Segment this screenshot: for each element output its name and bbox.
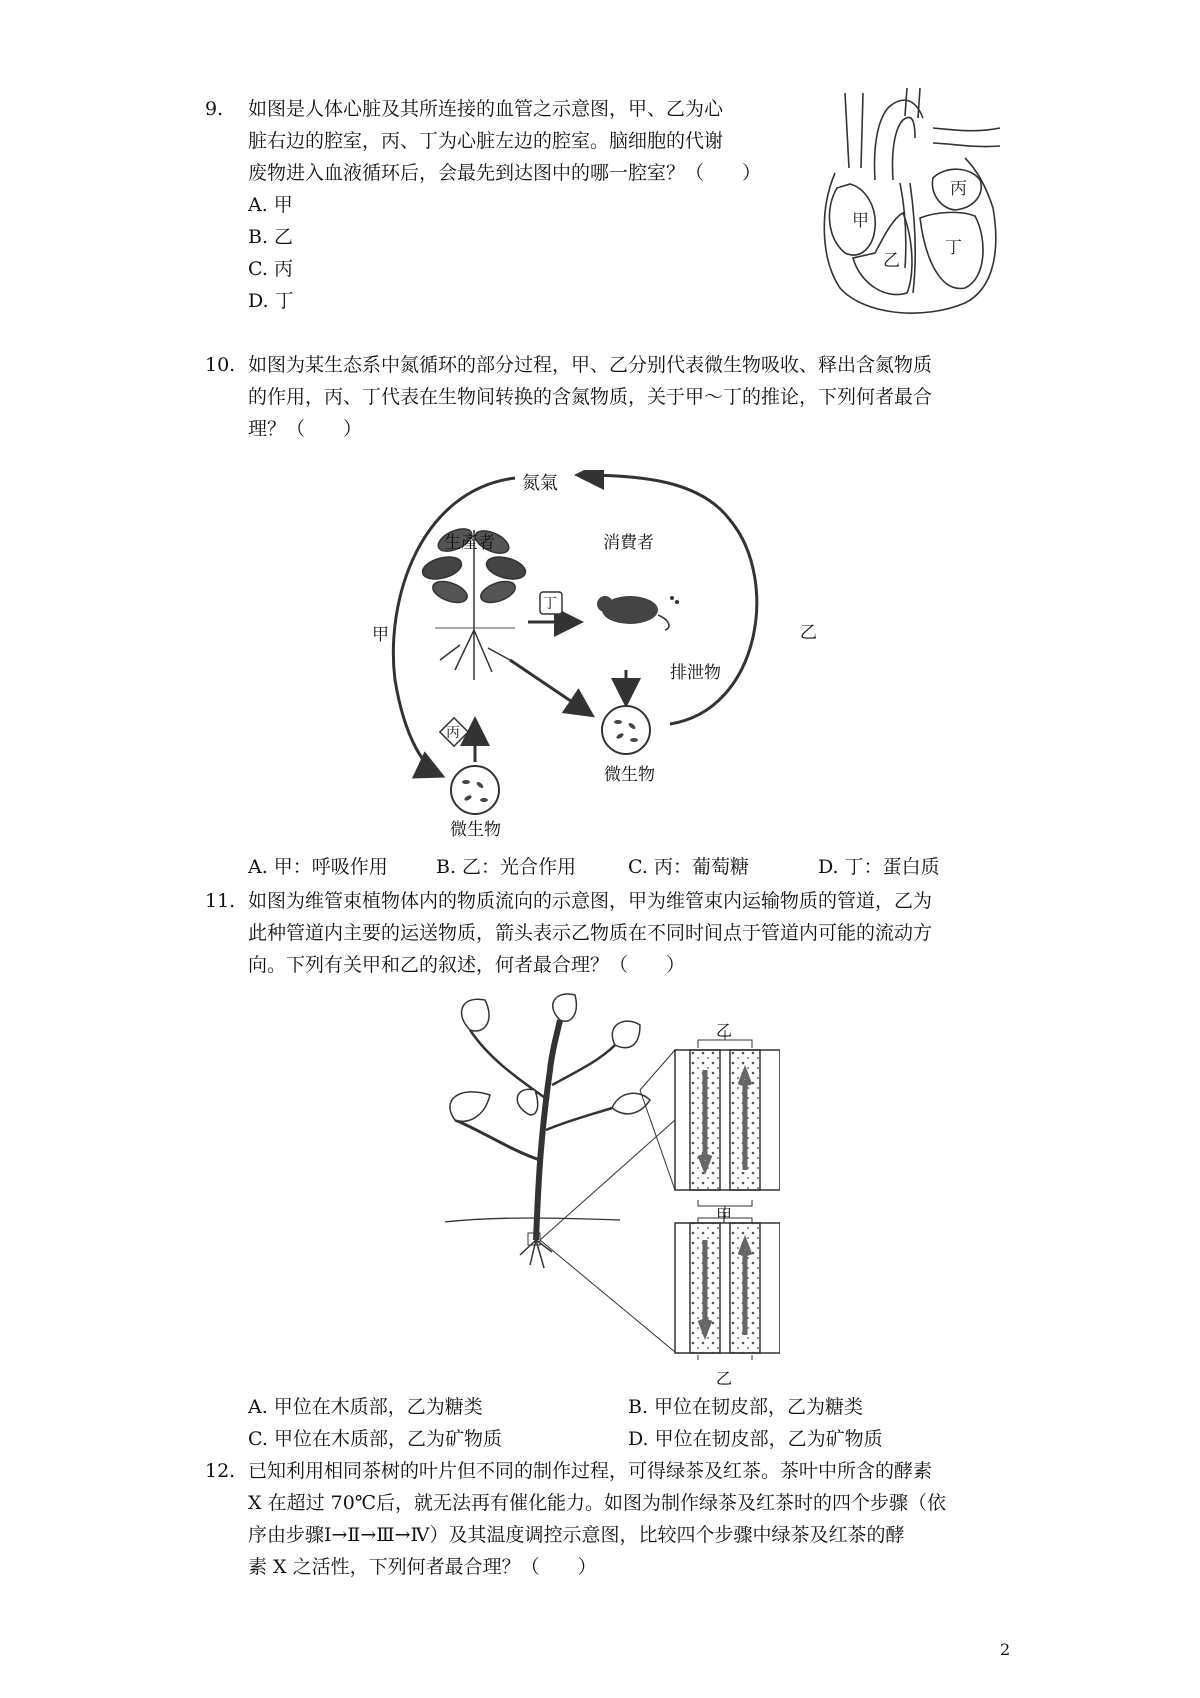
q10-line-1: 如图为某生态系中氮循环的部分过程，甲、乙分别代表微生物吸收、释出含氮物质: [248, 354, 933, 376]
label-nitrogen-gas: 氮氣: [522, 473, 558, 494]
q11-line-1: 如图为维管束植物体内的物质流向的示意图，甲为维管束内运输物质的管道，乙为: [248, 890, 933, 912]
q10-option-d: D. 丁：蛋白质: [818, 856, 940, 878]
heart-label-jia: 甲: [852, 211, 869, 231]
heart-label-yi: 乙: [883, 251, 900, 271]
q9-line-1: 如图是人体心脏及其所连接的血管之示意图，甲、乙为心: [248, 98, 724, 120]
q10-line-2: 的作用，丙、丁代表在生物间转换的含氮物质，关于甲～丁的推论，下列何者最合: [248, 386, 933, 408]
q9-option-b: B. 乙: [248, 226, 294, 248]
label-ding: 丁: [543, 596, 557, 612]
vascular-plant-diagram: [440, 990, 780, 1360]
q10-number: 10.: [205, 354, 236, 376]
page-number: 2: [1000, 1640, 1011, 1659]
label-microbe-right: 微生物: [604, 765, 655, 785]
heart-label-bing: 丙: [950, 179, 967, 199]
q9-number: 9.: [205, 98, 224, 120]
heart-diagram: [815, 88, 1005, 323]
q12-line-2: X 在超过 70℃后，就无法再有催化能力。如图为制作绿茶及红茶时的四个步骤（依: [248, 1492, 947, 1514]
label-producer: 生產者: [444, 533, 495, 553]
q12-number: 12.: [205, 1460, 236, 1482]
label-yi-top: 乙: [716, 1021, 733, 1040]
q10-line-3: 理？（ ）: [248, 418, 363, 440]
q11-line-3: 向。下列有关甲和乙的叙述，何者最合理？（ ）: [248, 954, 686, 976]
q9-option-a: A. 甲: [248, 194, 293, 216]
q11-option-c: C. 甲位在木质部，乙为矿物质: [248, 1428, 502, 1450]
label-yi-bottom: 乙: [716, 1369, 733, 1388]
label-yi: 乙: [800, 623, 817, 643]
q10-option-a: A. 甲：呼吸作用: [248, 856, 388, 878]
q9-option-d: D. 丁: [248, 290, 294, 312]
q12-line-3: 序由步骤Ⅰ→Ⅱ→Ⅲ→Ⅳ）及其温度调控示意图，比较四个步骤中绿茶及红茶的酵: [248, 1524, 905, 1546]
q9-line-3: 废物进入血液循环后，会最先到达图中的哪一腔室？（ ）: [248, 162, 762, 184]
q9-line-2: 脏右边的腔室，丙、丁为心脏左边的腔室。脑细胞的代谢: [248, 130, 724, 152]
heart-label-ding: 丁: [945, 238, 962, 258]
q12-line-1: 已知利用相同茶树的叶片但不同的制作过程，可得绿茶及红茶。茶叶中所含的酵素: [248, 1460, 933, 1482]
q11-option-b: B. 甲位在韧皮部，乙为糖类: [628, 1396, 864, 1418]
label-consumer: 消費者: [603, 533, 654, 553]
q9-option-c: C. 丙: [248, 258, 293, 280]
q11-option-a: A. 甲位在木质部，乙为糖类: [248, 1396, 483, 1418]
label-microbe-bottom: 微生物: [450, 820, 501, 840]
q11-line-2: 此种管道内主要的运送物质，箭头表示乙物质在不同时间点于管道内可能的流动方: [248, 922, 933, 944]
q10-option-b: B. 乙：光合作用: [436, 856, 577, 878]
label-jia: 甲: [372, 625, 389, 645]
label-jia-vessel: 甲: [716, 1206, 733, 1225]
label-bing: 丙: [446, 725, 460, 741]
q12-line-4: 素 X 之活性，下列何者最合理？（ ）: [248, 1556, 597, 1578]
q11-option-d: D. 甲位在韧皮部，乙为矿物质: [628, 1428, 883, 1450]
q10-option-c: C. 丙：葡萄糖: [628, 856, 749, 878]
q11-number: 11.: [205, 890, 236, 912]
label-excreta: 排泄物: [670, 663, 721, 683]
